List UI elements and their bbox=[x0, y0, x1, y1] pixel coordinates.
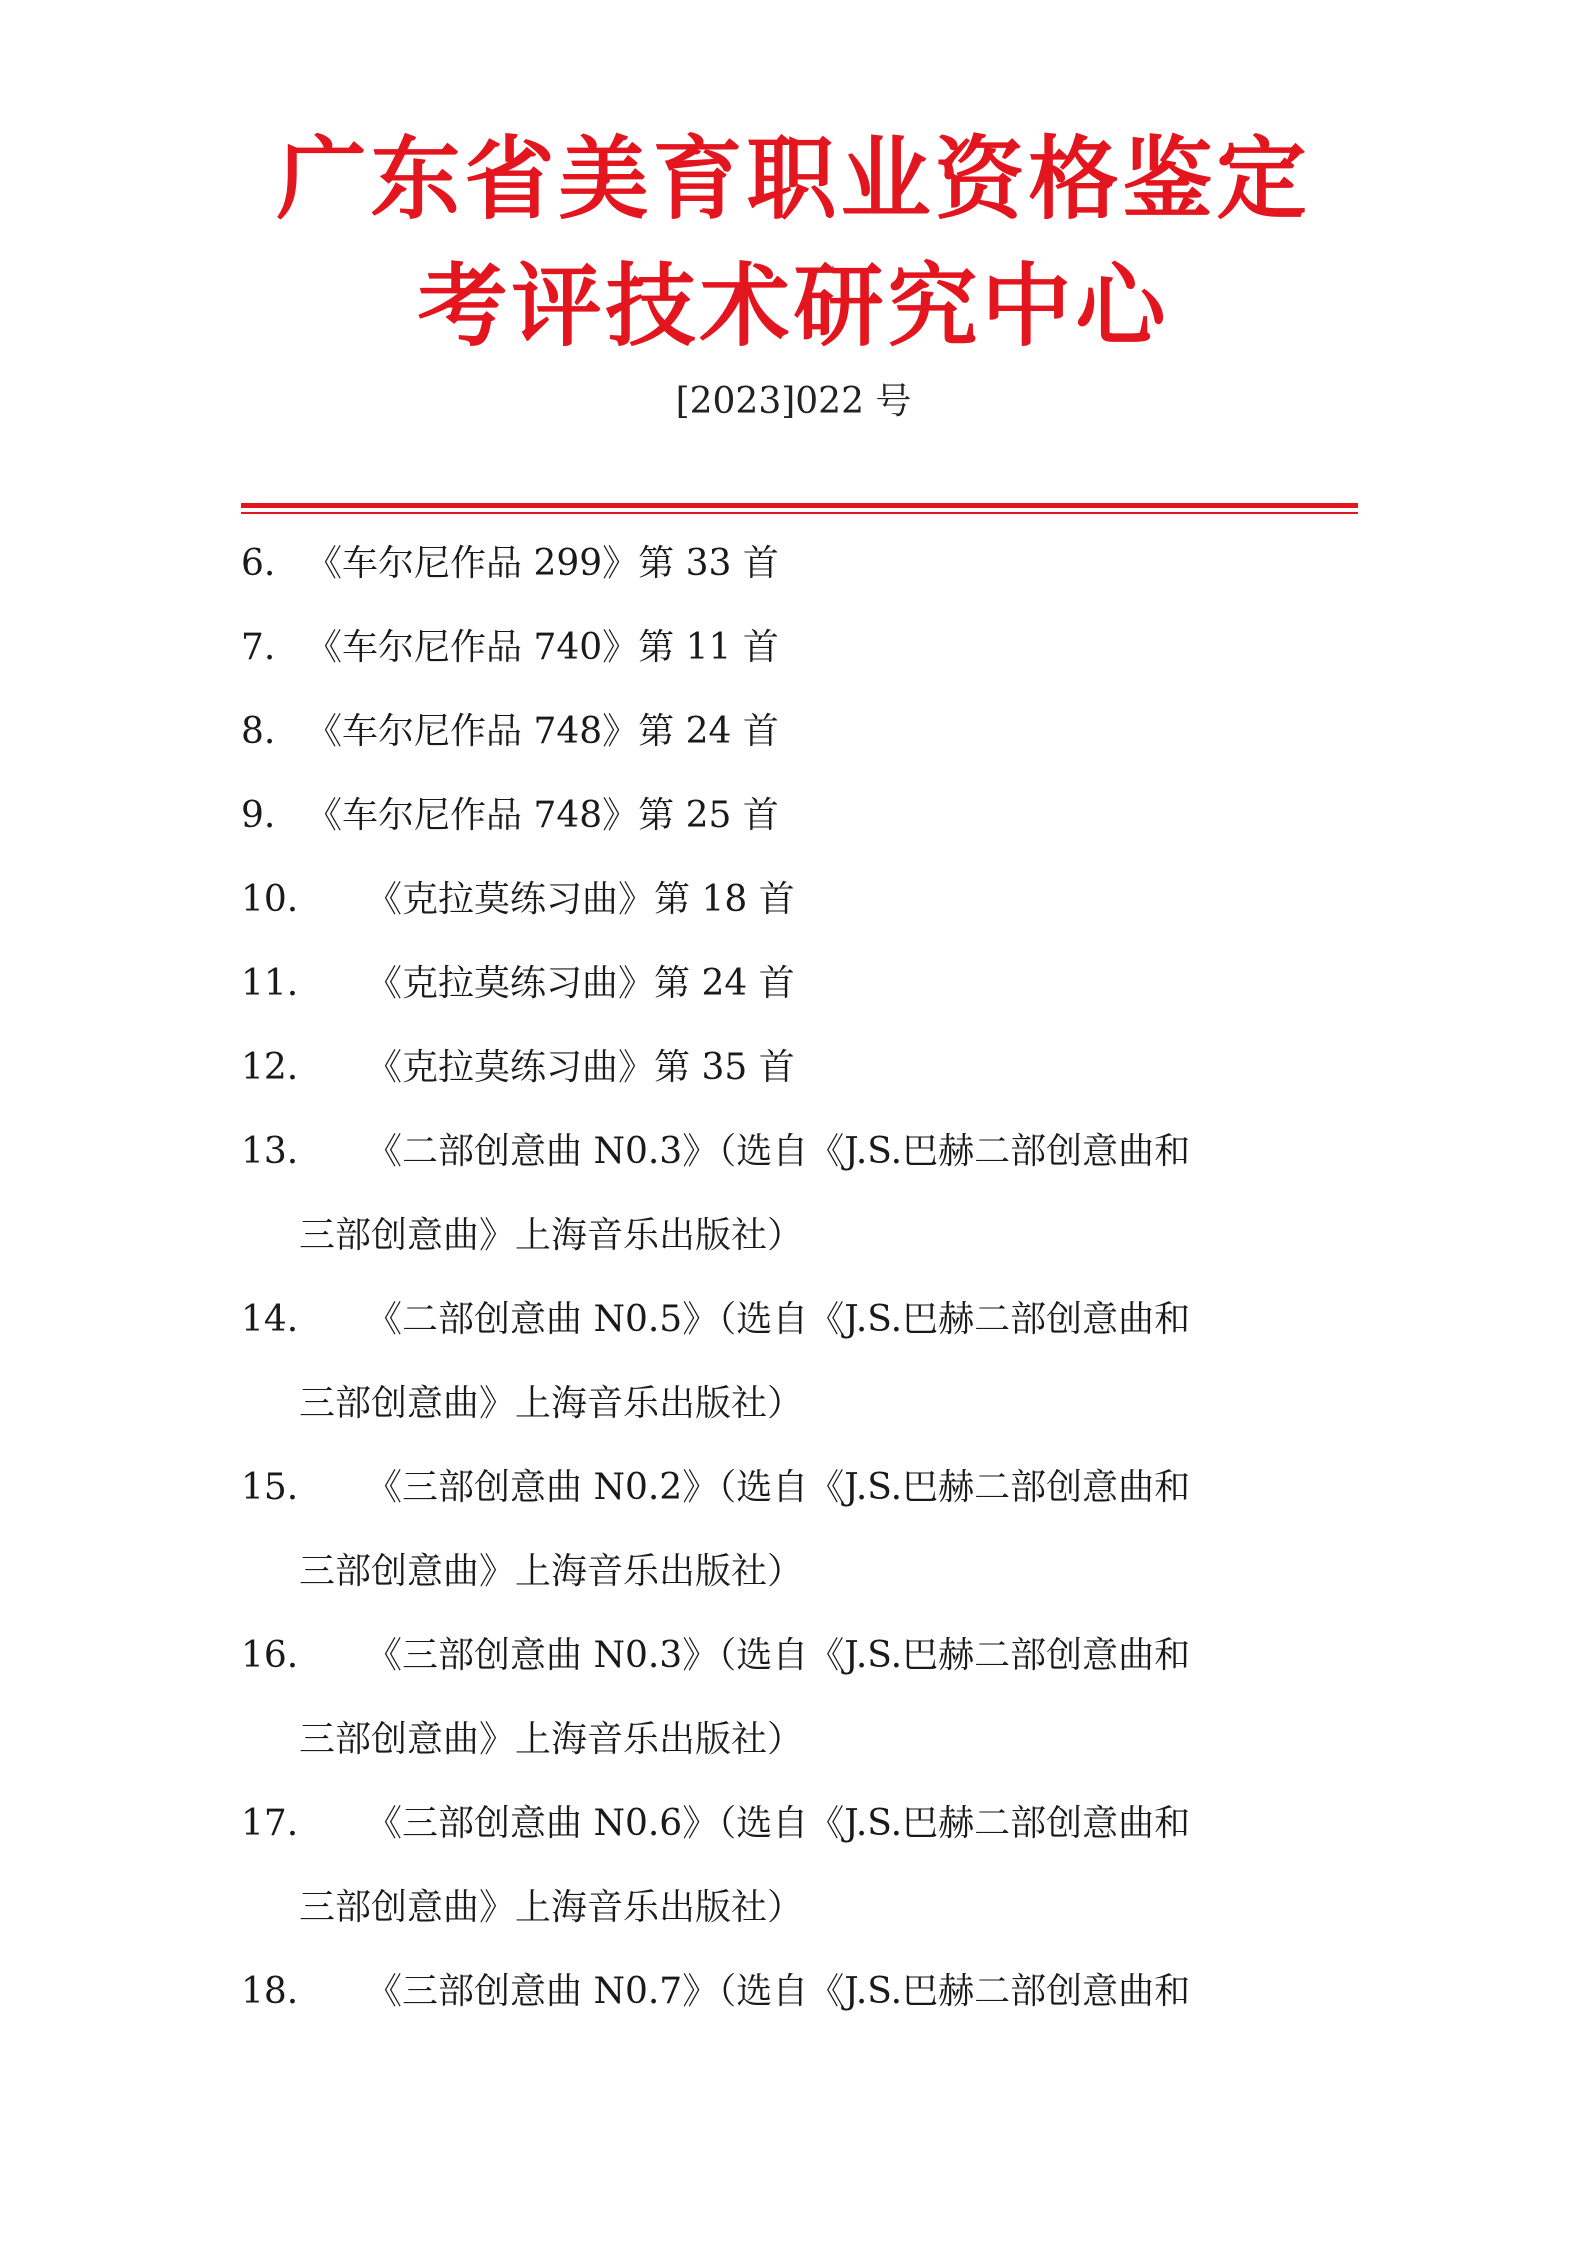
item-number: 13. bbox=[241, 1131, 299, 1172]
item-text-continuation: 三部创意曲》上海音乐出版社） bbox=[299, 1215, 804, 1256]
item-text: 《三部创意曲 N0.7》（选自《J.S.巴赫二部创意曲和 bbox=[366, 1971, 1191, 2012]
item-number: 16. bbox=[241, 1635, 299, 1676]
item-number: 7. bbox=[241, 627, 276, 668]
issuer-title-line2: 考评技术研究中心 bbox=[417, 254, 1170, 359]
item-number: 18. bbox=[241, 1971, 299, 2012]
item-number: 12. bbox=[241, 1047, 299, 1088]
list-item bbox=[241, 606, 1361, 690]
item-text: 《二部创意曲 N0.5》（选自《J.S.巴赫二部创意曲和 bbox=[366, 1299, 1191, 1340]
item-text: 《车尔尼作品 748》第 25 首 bbox=[306, 795, 779, 836]
list-item bbox=[241, 1026, 1361, 1110]
item-number: 17. bbox=[241, 1803, 299, 1844]
list-item bbox=[241, 1278, 1361, 1446]
list-item bbox=[241, 1110, 1361, 1278]
list-item bbox=[241, 774, 1361, 858]
list-item bbox=[241, 942, 1361, 1026]
item-text: 《克拉莫练习曲》第 24 首 bbox=[366, 963, 795, 1004]
item-number: 14. bbox=[241, 1299, 299, 1340]
item-text: 《三部创意曲 N0.2》（选自《J.S.巴赫二部创意曲和 bbox=[366, 1467, 1191, 1508]
item-text: 《三部创意曲 N0.3》（选自《J.S.巴赫二部创意曲和 bbox=[366, 1635, 1191, 1676]
item-number: 8. bbox=[241, 711, 276, 752]
item-text: 《克拉莫练习曲》第 35 首 bbox=[366, 1047, 795, 1088]
item-number: 9. bbox=[241, 795, 276, 836]
item-text: 《车尔尼作品 748》第 24 首 bbox=[306, 711, 779, 752]
item-text: 《二部创意曲 N0.3》（选自《J.S.巴赫二部创意曲和 bbox=[366, 1131, 1191, 1172]
red-header-rule-thick bbox=[241, 503, 1358, 508]
item-number: 11. bbox=[241, 963, 299, 1004]
list-item bbox=[241, 858, 1361, 942]
item-number: 15. bbox=[241, 1467, 299, 1508]
issuer-title-line1: 广东省美育职业资格鉴定 bbox=[276, 127, 1311, 232]
item-number: 10. bbox=[241, 879, 299, 920]
item-number: 6. bbox=[241, 543, 276, 584]
item-text-continuation: 三部创意曲》上海音乐出版社） bbox=[299, 1383, 804, 1424]
list-item bbox=[241, 1782, 1361, 1950]
item-text-continuation: 三部创意曲》上海音乐出版社） bbox=[299, 1551, 804, 1592]
item-text: 《车尔尼作品 299》第 33 首 bbox=[306, 543, 779, 584]
item-text: 《车尔尼作品 740》第 11 首 bbox=[306, 627, 779, 668]
red-header-rule-thin bbox=[241, 512, 1358, 514]
document-number: [2023]022 号 bbox=[675, 381, 912, 422]
item-text-continuation: 三部创意曲》上海音乐出版社） bbox=[299, 1887, 804, 1928]
item-text-continuation: 三部创意曲》上海音乐出版社） bbox=[299, 1719, 804, 1760]
list-item bbox=[241, 1614, 1361, 1782]
item-text: 《三部创意曲 N0.6》（选自《J.S.巴赫二部创意曲和 bbox=[366, 1803, 1191, 1844]
repertoire-list bbox=[241, 522, 1361, 2034]
item-text: 《克拉莫练习曲》第 18 首 bbox=[366, 879, 795, 920]
list-item bbox=[241, 522, 1361, 606]
list-item bbox=[241, 690, 1361, 774]
list-item bbox=[241, 1446, 1361, 1614]
list-item bbox=[241, 1950, 1361, 2034]
